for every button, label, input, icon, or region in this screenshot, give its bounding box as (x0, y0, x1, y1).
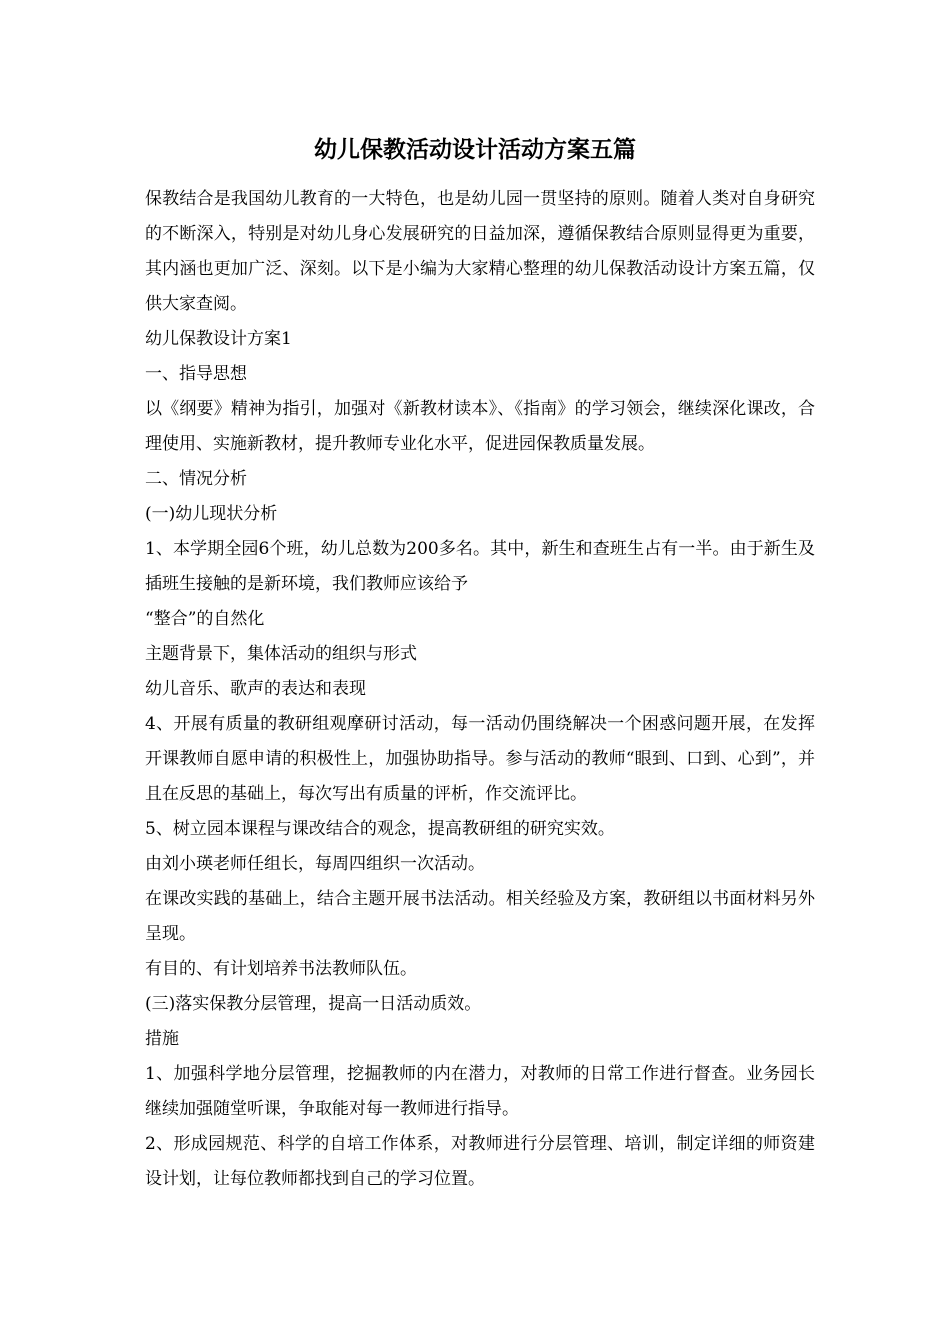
group-leader-paragraph: 由刘小瑛老师任组长，每周四组织一次活动。 (145, 854, 485, 874)
list-item-music-expression: 幼儿音乐、歌声的表达和表现 (145, 679, 366, 699)
subheading-measures: 措施 (145, 1029, 179, 1049)
children-status-paragraph: 1、本学期全园6个班，幼儿总数为200多名。其中，新生和查班生占有一半。由于新生及插班生接触的是新环境，我们教师应该给予 (145, 539, 815, 594)
guiding-ideas-paragraph: 以《纲要》精神为指引，加强对《新教材读本》、《指南》的学习领会，继续深化课改，合理使用、实施新教材，提升教师专业化水平，促进园保教质量发展。 (145, 399, 815, 454)
list-item-integration: “整合”的自然化 (145, 609, 265, 629)
list-item-group-activities: 主题背景下，集体活动的组织与形式 (145, 644, 417, 664)
calligraphy-teachers-paragraph: 有目的、有计划培养书法教师队伍。 (145, 959, 417, 979)
section-heading-situation-analysis: 二、情况分析 (145, 469, 247, 489)
document-body (145, 182, 815, 1197)
subheading-children-status: (一)幼儿现状分析 (145, 504, 278, 524)
measure-2-paragraph: 2、形成园规范、科学的自培工作体系，对教师进行分层管理、培训，制定详细的师资建设计划，让每位教师都找到自己的学习位置。 (145, 1134, 815, 1189)
section-heading-plan-1: 幼儿保教设计方案1 (145, 329, 292, 349)
subheading-layered-management: (三)落实保教分层管理，提高一日活动质效。 (145, 994, 482, 1014)
calligraphy-paragraph: 在课改实践的基础上，结合主题开展书法活动。相关经验及方案，教研组以书面材料另外呈现。 (145, 889, 815, 944)
teaching-research-paragraph: 4、开展有质量的教研组观摩研讨活动，每一活动仍围绕解决一个困惑问题开展，在发挥开课教师自愿申请的积极性上，加强协助指导。参与活动的教师“眼到、口到、心到”，并且在反思的基础上，每次写出有质量的评析，作交流评比。 (145, 714, 815, 804)
section-heading-guiding-ideas: 一、指导思想 (145, 364, 247, 384)
document-title: 幼儿保教活动设计活动方案五篇 (314, 136, 636, 163)
measure-1-paragraph: 1、加强科学地分层管理，挖掘教师的内在潜力，对教师的日常工作进行督查。业务园长继续加强随堂听课，争取能对每一教师进行指导。 (145, 1064, 815, 1119)
curriculum-paragraph: 5、树立园本课程与课改结合的观念，提高教研组的研究实效。 (145, 819, 615, 839)
intro-paragraph: 保教结合是我国幼儿教育的一大特色，也是幼儿园一贯坚持的原则。随着人类对自身研究的不断深入，特别是对幼儿身心发展研究的日益加深，遵循保教结合原则显得更为重要，其内涵也更加广泛、深刻。以下是小编为大家精心整理的幼儿保教活动设计方案五篇，仅供大家查阅。 (145, 189, 815, 314)
